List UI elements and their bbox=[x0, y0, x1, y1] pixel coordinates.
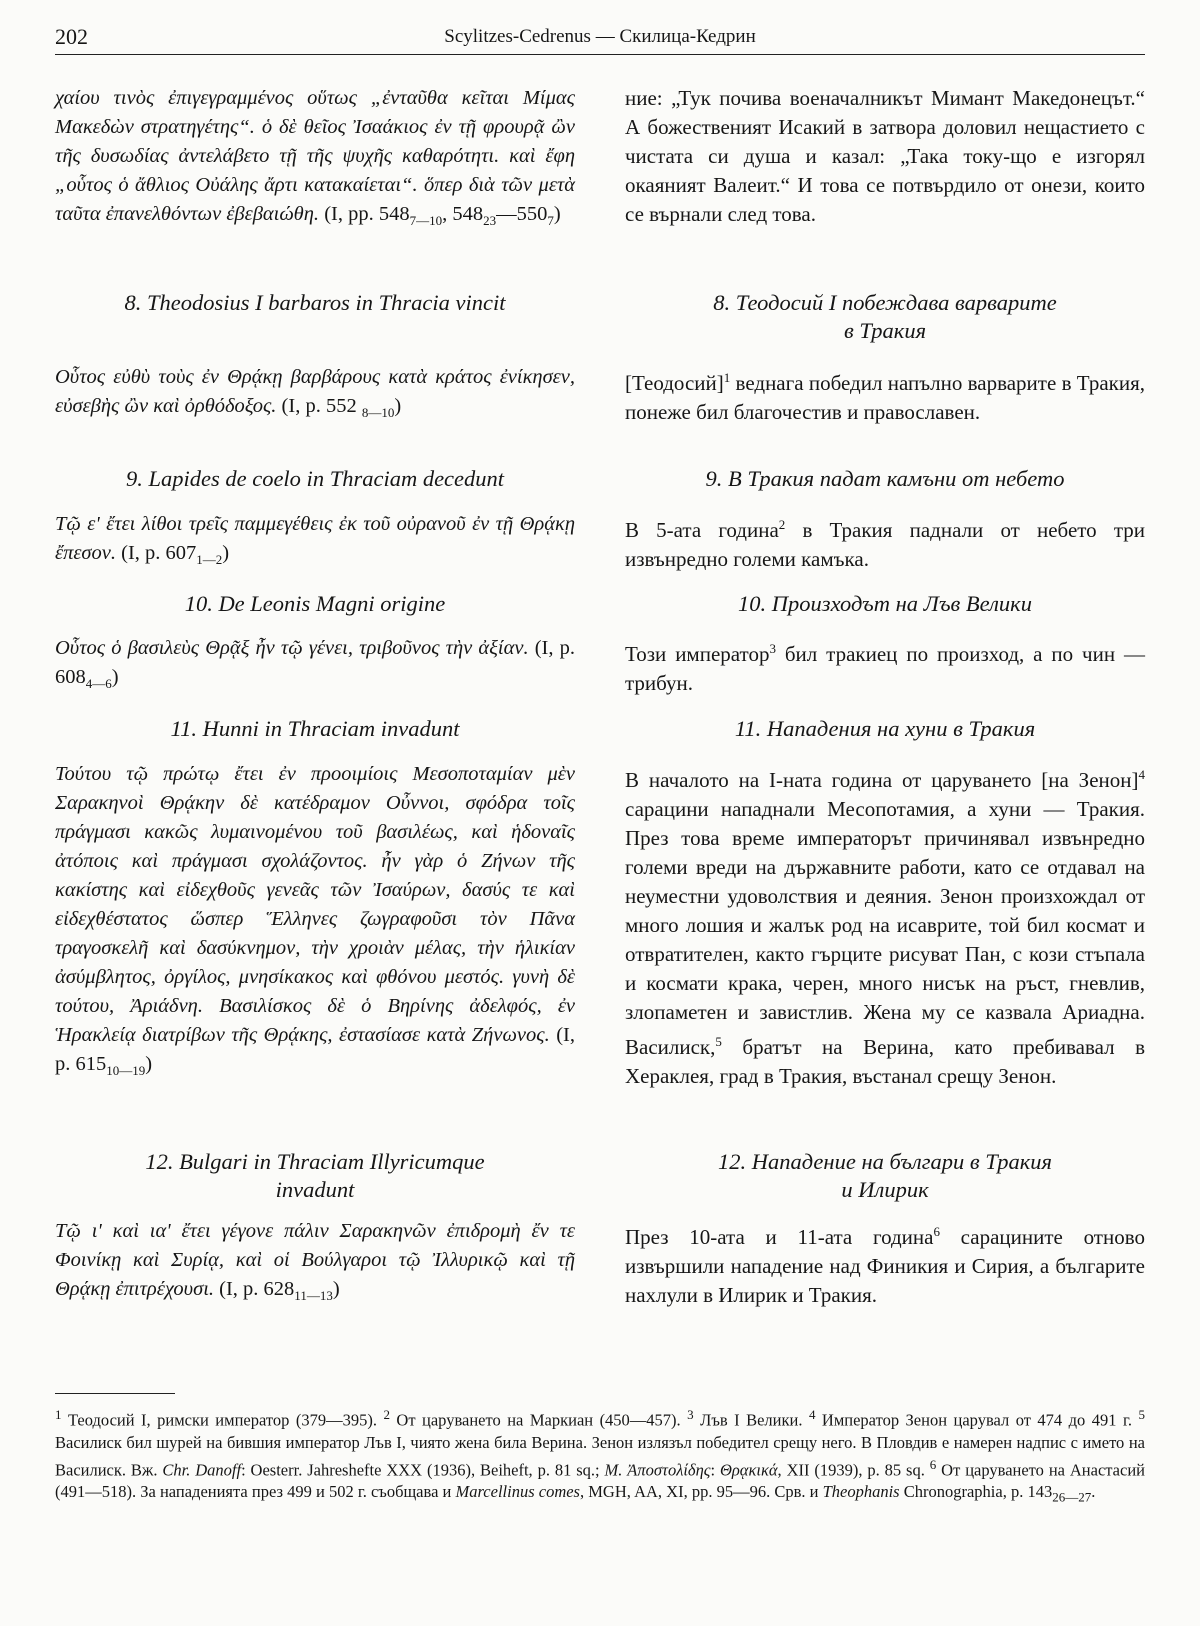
footnote-text: $^1$ Теодосий I, римски император (379—395). $^2$ От царуването на Маркиан (450—457). $^3$ Лъв I Велики. $^4$ Император Зенон царувал от 474 до 491 г. $^5$ Василиск бил шурей на бившия император Лъв I, чиято жена била Верина. Зенон излязъл победител срещу него. В Пловдив е намерен надпис с името на Василиск. Вж. Chr. Danoff: Oesterr. Jahreshefte XXX (1936), Beiheft, p. 81 sq.; M. Ἀποστολίδης: Θρᾳκικά, XII (1939), p. 85 sq. $^6$ От царуването на Анастасий (491—518). За нападенията през 499 и 502 г. съобщава и Marcellinus comes, MGH, AA, XI, pp. 95—96. Срв. и Theophanis Chronographia, p. $143_{26—27}$. bbox=[55, 1407, 1145, 1505]
section-11-bulgarian-title: 11. Нападения на хуни в Тракия bbox=[734, 716, 1036, 741]
footnote-divider bbox=[55, 1393, 175, 1394]
section-11-latin-title: 11. Hunni in Thraciam invadunt bbox=[170, 716, 460, 741]
section-12-greek-text: Τῷ ι' καὶ ια' ἔτει γέγονε πάλιν Σαρακηνῶν ἐπιδρομὴ ἔν τε Φοινίκῃ καὶ Συρίᾳ, καὶ οἱ Βούλγαροι τῷ Ἰλλυρικῷ καὶ τῇ Θρᾴκῃ ἐπιτρέχουσι. (I, p. $628_{11—13}$) bbox=[55, 1220, 575, 1304]
section-9-bulgarian-title: 9. В Тракия падат камъни от небето bbox=[705, 466, 1065, 491]
footnote-marker: 4 bbox=[1138, 767, 1145, 782]
section-8-bulgarian-text: [Теодосий]$^1$ веднага победил напълно варварите в Тракия, понеже бил благочестив и православен. bbox=[625, 370, 1145, 424]
page-number: 202 bbox=[55, 24, 88, 49]
section-9-bulgarian-text: В 5-ата година$^2$ в Тракия паднали от небето три извънредно големи камъка. bbox=[625, 517, 1145, 571]
section-10-bulgarian-text: Този император$^3$ бил тракиец по произход, а по чин — трибун. bbox=[625, 641, 1145, 695]
section-10-bulgarian-title: 10. Произходът на Лъв Велики bbox=[738, 591, 1032, 616]
section-10-latin-title: 10. De Leonis Magni origine bbox=[184, 591, 446, 616]
greek-intro-text: χαίου τινὸς ἐπιγεγραμμένος οὕτως „ἐνταῦθα κεῖται Μίμας Μακεδὼν στρατηγέτης“. ὁ δὲ θεῖος Ἰσαάκιος ἐν τῇ φρουρᾷ ὢν τῆς δυσωδίας ἀντελάβετο τῇ τῆς ψυχῆς καθαρότητι. καὶ ἔφη „οὗτος ὁ ἄθλιος Οὐάλης ἄρτι κατακαίεται“. ὅπερ διὰ τῶν μετὰ ταῦτα ἐπανελθόντων ἐβεβαιώθη. bbox=[55, 87, 575, 225]
section-12-bulgarian-text: През 10-ата и 11-ата година$^6$ сарацините отново извършили нападение над Финикия и Сирия, а българите нахлули в Илирик и Тракия. bbox=[625, 1224, 1145, 1307]
section-11-greek-text: Τούτου τῷ πρώτῳ ἔτει ἐν προοιμίοις Μεσοποταμίαν μὲν Σαρακηνοὶ Θρᾴκην δὲ κατέδραμον Οὖννοι, σφόδρα τοῖς πράγμασι κακῶς λυμαινομένου τοῦ βασιλέως, καὶ ἡδοναῖς ἀτόποις καὶ πράγμασι σχολάζοντος. ἦν γὰρ ὁ Ζήνων τῆς κακίστης καὶ εἰδεχθοῦς γενεᾶς τῶν Ἰσαύρων, δασύς τε καὶ εἰδεχθέστατος ὥσπερ Ἕλληνες ζωγραφοῦσι τὸν Πᾶνα τραγοσκελῆ καὶ δασύκνημον, τὴν χροιὰν μέλας, τὴν ἡλικίαν ἀσύμβλητος, ὀργίλος, μνησίκακος καὶ φθόνου μεστός. γυνὴ δὲ τούτου, Ἀριάδνη. Βασιλίσκος δὲ ὁ Βηρίνης ἀδελφός, ἐν Ἡρακλείᾳ διατρίβων τῆς Θρᾴκης, ἐστασίασε κατὰ Ζήνωνος. (I, p. $615_{10—19}$) bbox=[55, 763, 576, 1079]
footnote-marker: 1 bbox=[723, 370, 731, 385]
greek-intro-paragraph bbox=[55, 84, 575, 235]
source-reference: (I, p. $628_{11—13}$) bbox=[219, 1278, 340, 1304]
section-8-bulgarian-title: 8. Теодосий I побеждава варварите в Тракия bbox=[713, 290, 1057, 343]
section-10-greek-text: Οὗτος ὁ βασιλεὺς Θρᾷξ ἦν τῷ γένει, τριβοῦνος τὴν ἀξίαν. (I, p. $608_{4—6}$) bbox=[55, 637, 575, 692]
footnote-marker: 5 bbox=[715, 1034, 722, 1049]
section-12-latin-title: 12. Bulgari in Thraciam Illyricumque invadunt bbox=[145, 1149, 485, 1202]
source-reference: (I, pp. $548_{7—10}$, $548_{23}—550_7$) bbox=[324, 203, 561, 229]
running-title: Scylitzes-Cedrenus — Скилица-Кедрин bbox=[444, 26, 756, 47]
footnote-marker: 2 bbox=[778, 517, 786, 532]
source-reference: (I, p. $615_{10—19}$) bbox=[55, 1024, 576, 1079]
footnote-marker: 3 bbox=[769, 641, 776, 656]
section-12-bulgarian-title: 12. Нападение на българи в Тракия и Илирик bbox=[718, 1149, 1052, 1202]
section-9-greek-text: Τῷ ε' ἔτει λίθοι τρεῖς παμμεγέθεις ἐκ τοῦ οὐρανοῦ ἐν τῇ Θρᾴκῃ ἔπεσον. (I, p. $607_{1—2}$) bbox=[55, 513, 575, 568]
source-reference: (I, p. $608_{4—6}$) bbox=[55, 637, 575, 692]
bulgarian-intro-paragraph: ние: „Тук почива военачалникът Мимант Македонецът.“ А божественият Исакий в затвора доловил нещастието с чистата си душа и казал: „Така току-що е изгорял окаяният Валеит.“ И това се потвърдило от онези, които се върнали след това. bbox=[625, 86, 1145, 226]
footnotes bbox=[55, 1404, 1145, 1508]
section-11-bulgarian-text: В началото на I-ната година от царуването [на Зенон]$^4$ сарацини нападнали Месопотамия, а хуни — Тракия. През това време императорът причинявал извънредно големи вреди на държавните работи, като се отдавал на неуместни удоволствия и деяния. Зенон произхождал от много лошия и жалък род на исаврите, той бил космат и отвратителен, както гърците рисуват Пан, с кози стъпала и космати крака, черен, много нисък на ръст, гневлив, злопаметен и завистлив. Жена му се казвала Ариадна. Василиск,$^5$ братът на Верина, като пребивавал в Хераклея, град в Тракия, въстанал срещу Зенон. bbox=[625, 767, 1145, 1088]
source-reference: (I, p. 552 $_{8—10}$) bbox=[281, 395, 402, 421]
source-reference: (I, p. $607_{1—2}$) bbox=[121, 542, 230, 568]
section-8-greek-text: Οὗτος εὐθὺ τοὺς ἐν Θρᾴκῃ βαρβάρους κατὰ κράτος ἐνίκησεν, εὐσεβὴς ὢν καὶ ὀρθόδοξος. (I, p. 552 $_{8—10}$) bbox=[55, 366, 575, 421]
page-header bbox=[55, 24, 1145, 55]
section-8-latin-title: 8. Theodosius I barbaros in Thracia vincit bbox=[124, 290, 506, 315]
section-9-latin-title: 9. Lapides de coelo in Thraciam decedunt bbox=[125, 466, 505, 491]
footnote-marker: 6 bbox=[933, 1224, 940, 1239]
